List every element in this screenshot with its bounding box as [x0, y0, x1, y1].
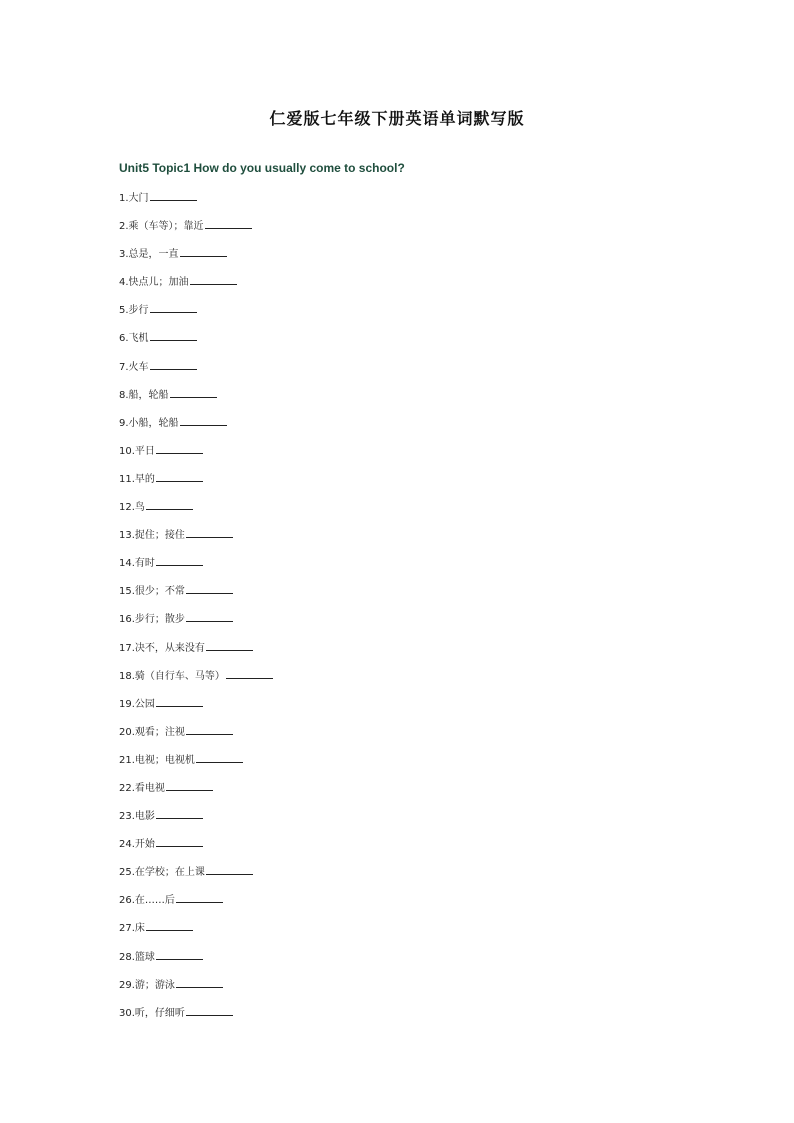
answer-blank: [156, 471, 203, 482]
vocabulary-prompt: 23.电影: [119, 811, 155, 823]
answer-blank: [186, 724, 233, 735]
vocabulary-item: [119, 190, 273, 218]
answer-blank: [150, 190, 197, 201]
vocabulary-list: [119, 190, 273, 1033]
vocabulary-item: [119, 527, 273, 555]
vocabulary-prompt: 30.听，仔细听: [119, 1007, 185, 1019]
answer-blank: [176, 892, 223, 903]
answer-blank: [206, 864, 253, 875]
answer-blank: [156, 808, 203, 819]
vocabulary-prompt: 4.快点儿；加油: [119, 277, 189, 289]
vocabulary-item: [119, 1005, 273, 1033]
answer-blank: [156, 836, 203, 847]
vocabulary-prompt: 22.看电视: [119, 782, 165, 794]
answer-blank: [150, 359, 197, 370]
vocabulary-prompt: 2.乘（车等）；靠近: [119, 221, 204, 233]
vocabulary-item: [119, 724, 273, 752]
answer-blank: [156, 555, 203, 566]
vocabulary-prompt: 6.飞机: [119, 333, 149, 345]
vocabulary-item: [119, 864, 273, 892]
vocabulary-item: [119, 611, 273, 639]
answer-blank: [190, 274, 237, 285]
vocabulary-item: [119, 330, 273, 358]
vocabulary-prompt: 24.开始: [119, 839, 155, 851]
vocabulary-prompt: 26.在……后: [119, 895, 175, 907]
vocabulary-item: [119, 977, 273, 1005]
vocabulary-prompt: 29.游；游泳: [119, 979, 175, 991]
vocabulary-item: [119, 387, 273, 415]
vocabulary-prompt: 19.公园: [119, 698, 155, 710]
vocabulary-prompt: 1.大门: [119, 193, 149, 204]
vocabulary-item: [119, 583, 273, 611]
vocabulary-item: [119, 555, 273, 583]
vocabulary-item: [119, 471, 273, 499]
vocabulary-item: [119, 668, 273, 696]
answer-blank: [186, 611, 233, 622]
answer-blank: [156, 443, 203, 454]
vocabulary-prompt: 3.总是，一直: [119, 249, 179, 261]
vocabulary-prompt: 14.有时: [119, 558, 155, 570]
vocabulary-item: [119, 302, 273, 330]
answer-blank: [156, 696, 203, 707]
vocabulary-prompt: 7.火车: [119, 361, 149, 373]
answer-blank: [176, 977, 223, 988]
vocabulary-item: [119, 246, 273, 274]
vocabulary-item: [119, 443, 273, 471]
vocabulary-item: [119, 808, 273, 836]
vocabulary-item: [119, 780, 273, 808]
document-title: 仁爱版七年级下册英语单词默写版: [269, 109, 525, 128]
vocabulary-prompt: 27.床: [119, 923, 145, 935]
answer-blank: [170, 387, 217, 398]
vocabulary-prompt: 8.船，轮船: [119, 389, 169, 401]
answer-blank: [150, 302, 197, 313]
vocabulary-item: [119, 640, 273, 668]
answer-blank: [206, 640, 253, 651]
vocabulary-item: [119, 836, 273, 864]
vocabulary-prompt: 13.捉住；接住: [119, 530, 185, 542]
vocabulary-item: [119, 892, 273, 920]
vocabulary-item: [119, 696, 273, 724]
vocabulary-prompt: 5.步行: [119, 305, 149, 317]
vocabulary-prompt: 12.鸟: [119, 502, 145, 514]
answer-blank: [196, 752, 243, 763]
answer-blank: [186, 527, 233, 538]
vocabulary-prompt: 28.篮球: [119, 951, 155, 963]
vocabulary-item: [119, 218, 273, 246]
answer-blank: [146, 499, 193, 510]
answer-blank: [226, 668, 273, 679]
vocabulary-prompt: 18.骑（自行车、马等）: [119, 670, 225, 682]
vocabulary-item: [119, 415, 273, 443]
answer-blank: [186, 583, 233, 594]
answer-blank: [166, 780, 213, 791]
vocabulary-prompt: 25.在学校；在上课: [119, 867, 205, 879]
vocabulary-prompt: 11.早的: [119, 473, 155, 485]
vocabulary-prompt: 10.平日: [119, 445, 155, 457]
vocabulary-item: [119, 274, 273, 302]
answer-blank: [156, 949, 203, 960]
answer-blank: [205, 218, 252, 229]
answer-blank: [180, 415, 227, 426]
vocabulary-prompt: 9.小船，轮船: [119, 417, 179, 429]
answer-blank: [146, 920, 193, 931]
vocabulary-prompt: 21.电视；电视机: [119, 754, 195, 766]
vocabulary-prompt: 17.决不，从来没有: [119, 642, 205, 654]
vocabulary-prompt: 16.步行；散步: [119, 614, 185, 626]
vocabulary-prompt: 20.观看；注视: [119, 726, 185, 738]
answer-blank: [186, 1005, 233, 1016]
vocabulary-prompt: 15.很少；不常: [119, 586, 185, 598]
vocabulary-item: [119, 920, 273, 948]
vocabulary-item: [119, 499, 273, 527]
vocabulary-item: [119, 359, 273, 387]
vocabulary-item: [119, 949, 273, 977]
vocabulary-item: [119, 752, 273, 780]
answer-blank: [180, 246, 227, 257]
answer-blank: [150, 330, 197, 341]
unit-heading: Unit5 Topic1 How do you usually come to school?: [119, 161, 405, 175]
